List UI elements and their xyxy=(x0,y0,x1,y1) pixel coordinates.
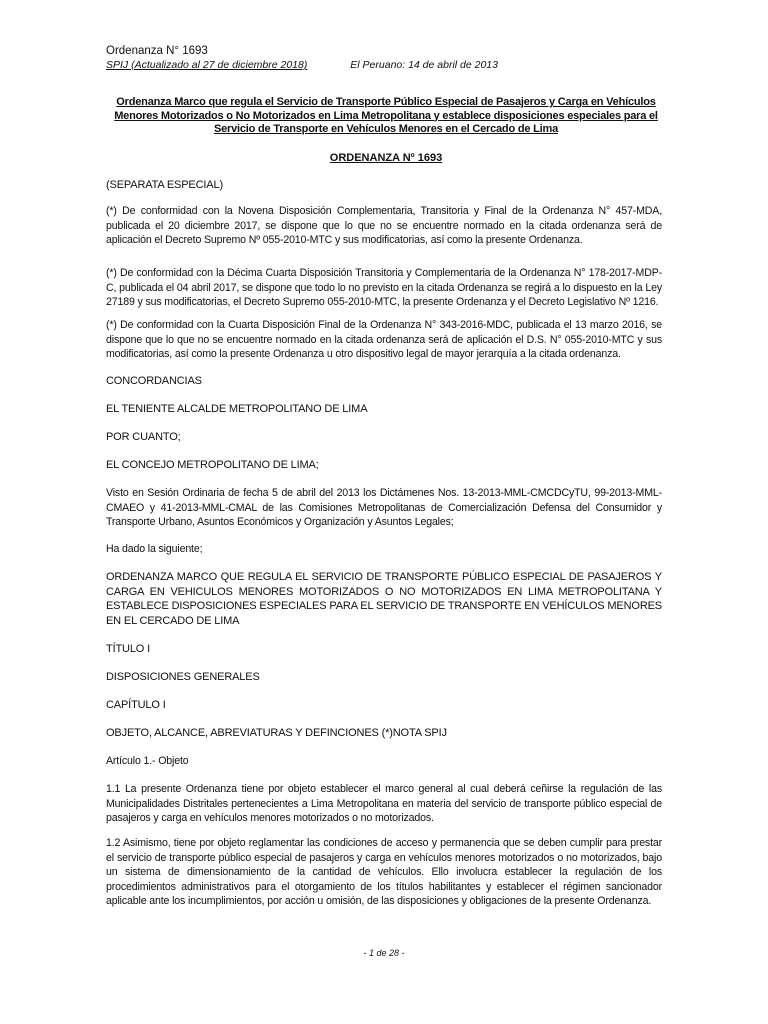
ha-dado-label: Ha dado la siguiente; xyxy=(106,543,203,555)
note-2: (*) De conformidad con la Décima Cuarta Disposición Transitoria y Complementaria de la Ordenanza N° 178-2017-MDP-C, publicada el 04 abril 2017, se dispone que todo lo no previsto en la citada Ordenanza se regirá a lo dispuesto en la Ley 27189 y sus modificatorias, el Decreto Supremo 055-2010-MTC, la presente Ordenanza y el Decreto Legislativo Nº 1216. xyxy=(106,267,662,309)
disposiciones-label: DISPOSICIONES GENERALES xyxy=(106,671,260,683)
concordancias-label: CONCORDANCIAS xyxy=(106,375,202,387)
article-1-1: 1.1 La presente Ordenanza tiene por objeto establecer el marco general al cual deberá ceñirse la regulación de las Municipalidades Distritales pertenecientes a Lima Metropolitana en materia del servicio de transporte público especial de pasajeros y carga en vehículos menores motorizados o no motorizados. xyxy=(106,783,662,825)
header-spij-note: SPIJ (Actualizado al 27 de diciembre 2018) xyxy=(106,59,308,71)
objeto-heading: OBJETO, ALCANCE, ABREVIATURAS Y DEFINCIONES (*)NOTA SPIJ xyxy=(106,727,447,739)
header-publication: El Peruano: 14 de abril de 2013 xyxy=(350,59,498,71)
note-1: (*) De conformidad con la Novena Disposición Complementaria, Transitoria y Final de la Ordenanza N° 457-MDA, publicada el 20 diciembre 2017, se dispone que lo que no se encuentre normado en la citada ordenanza será de aplicación el Decreto Supremo Nº 055-2010-MTC y sus modificatorias, así como la presente Ordenanza. xyxy=(106,205,662,247)
separata-label: (SEPARATA ESPECIAL) xyxy=(106,179,223,191)
article-1-2: 1.2 Asimismo, tiene por objeto reglamentar las condiciones de acceso y permanencia que se deben cumplir para prestar el servicio de transporte público especial de pasajeros y carga en vehículos menores motorizados o no motorizados, bajo un sistema de dimensionamiento de la cantidad de vehículos. Ello involucra establecer la regulación de los procedimientos administrativos para el otorgamiento de los títulos habilitantes y establecer el régimen sancionador aplicable ante los incumplimientos, por acción u omisión, de las disposiciones y obligaciones de la presente Ordenanza. xyxy=(106,837,662,908)
header-ordinance-number: Ordenanza N° 1693 xyxy=(106,45,208,57)
visto-paragraph: Visto en Sesión Ordinaria de fecha 5 de abril del 2013 los Dictámenes Nos. 13-2013-MML-CMCDCyTU, 99-2013-MML-CMAEO y 41-2013-MML-CMAL de las Comisiones Metropolitanas de Comercialización Defensa del Consumidor y Transporte Urbano, Asuntos Económicos y Organización y Asuntos Legales; xyxy=(106,487,662,529)
ordinance-heading: ORDENANZA Nº 1693 xyxy=(329,152,443,164)
titulo-label: TÍTULO I xyxy=(106,643,151,655)
concejo-label: EL CONCEJO METROPOLITANO DE LIMA; xyxy=(106,459,319,471)
note-3: (*) De conformidad con la Cuarta Disposición Final de la Ordenanza N° 343-2016-MDC, publicada el 13 marzo 2016, se dispone que lo que no se encuentre normado en la citada ordenanza será de aplicación el D.S. N° 055-2010-MTC y sus modificatorias, así como la presente Ordenanza u otro dispositivo legal de mayor jerarquía a la citada ordenanza. xyxy=(106,319,662,361)
document-title: Ordenanza Marco que regula el Servicio de Transporte Público Especial de Pasajeros y Carga en Vehículos Menores Motorizados o No Motorizados en Lima Metropolitana y establece disposiciones especiales para el Servicio de Transporte en Vehículos Menores en el Cercado de Lima xyxy=(114,96,658,135)
ordenanza-marco-heading: ORDENANZA MARCO QUE REGULA EL SERVICIO DE TRANSPORTE PÚBLICO ESPECIAL DE PASAJEROS Y CARGA EN VEHICULOS MENORES MOTORIZADOS O NO MOTORIZADOS EN LIMA METROPOLITANA Y ESTABLECE DISPOSICIONES ESPECIALES PARA EL SERVICIO DE TRANSPORTE EN VEHÍCULOS MENORES EN EL CERCADO DE LIMA xyxy=(106,571,662,627)
teniente-alcalde-label: EL TENIENTE ALCALDE METROPOLITANO DE LIMA xyxy=(106,403,368,415)
capitulo-label: CAPÍTULO I xyxy=(106,699,166,711)
header-meta-line xyxy=(106,58,666,72)
por-cuanto-label: POR CUANTO; xyxy=(106,431,181,443)
page-header xyxy=(106,44,666,72)
articulo-1-heading: Artículo 1.- Objeto xyxy=(106,755,189,767)
page-number: - 1 de 28 - xyxy=(363,948,405,958)
